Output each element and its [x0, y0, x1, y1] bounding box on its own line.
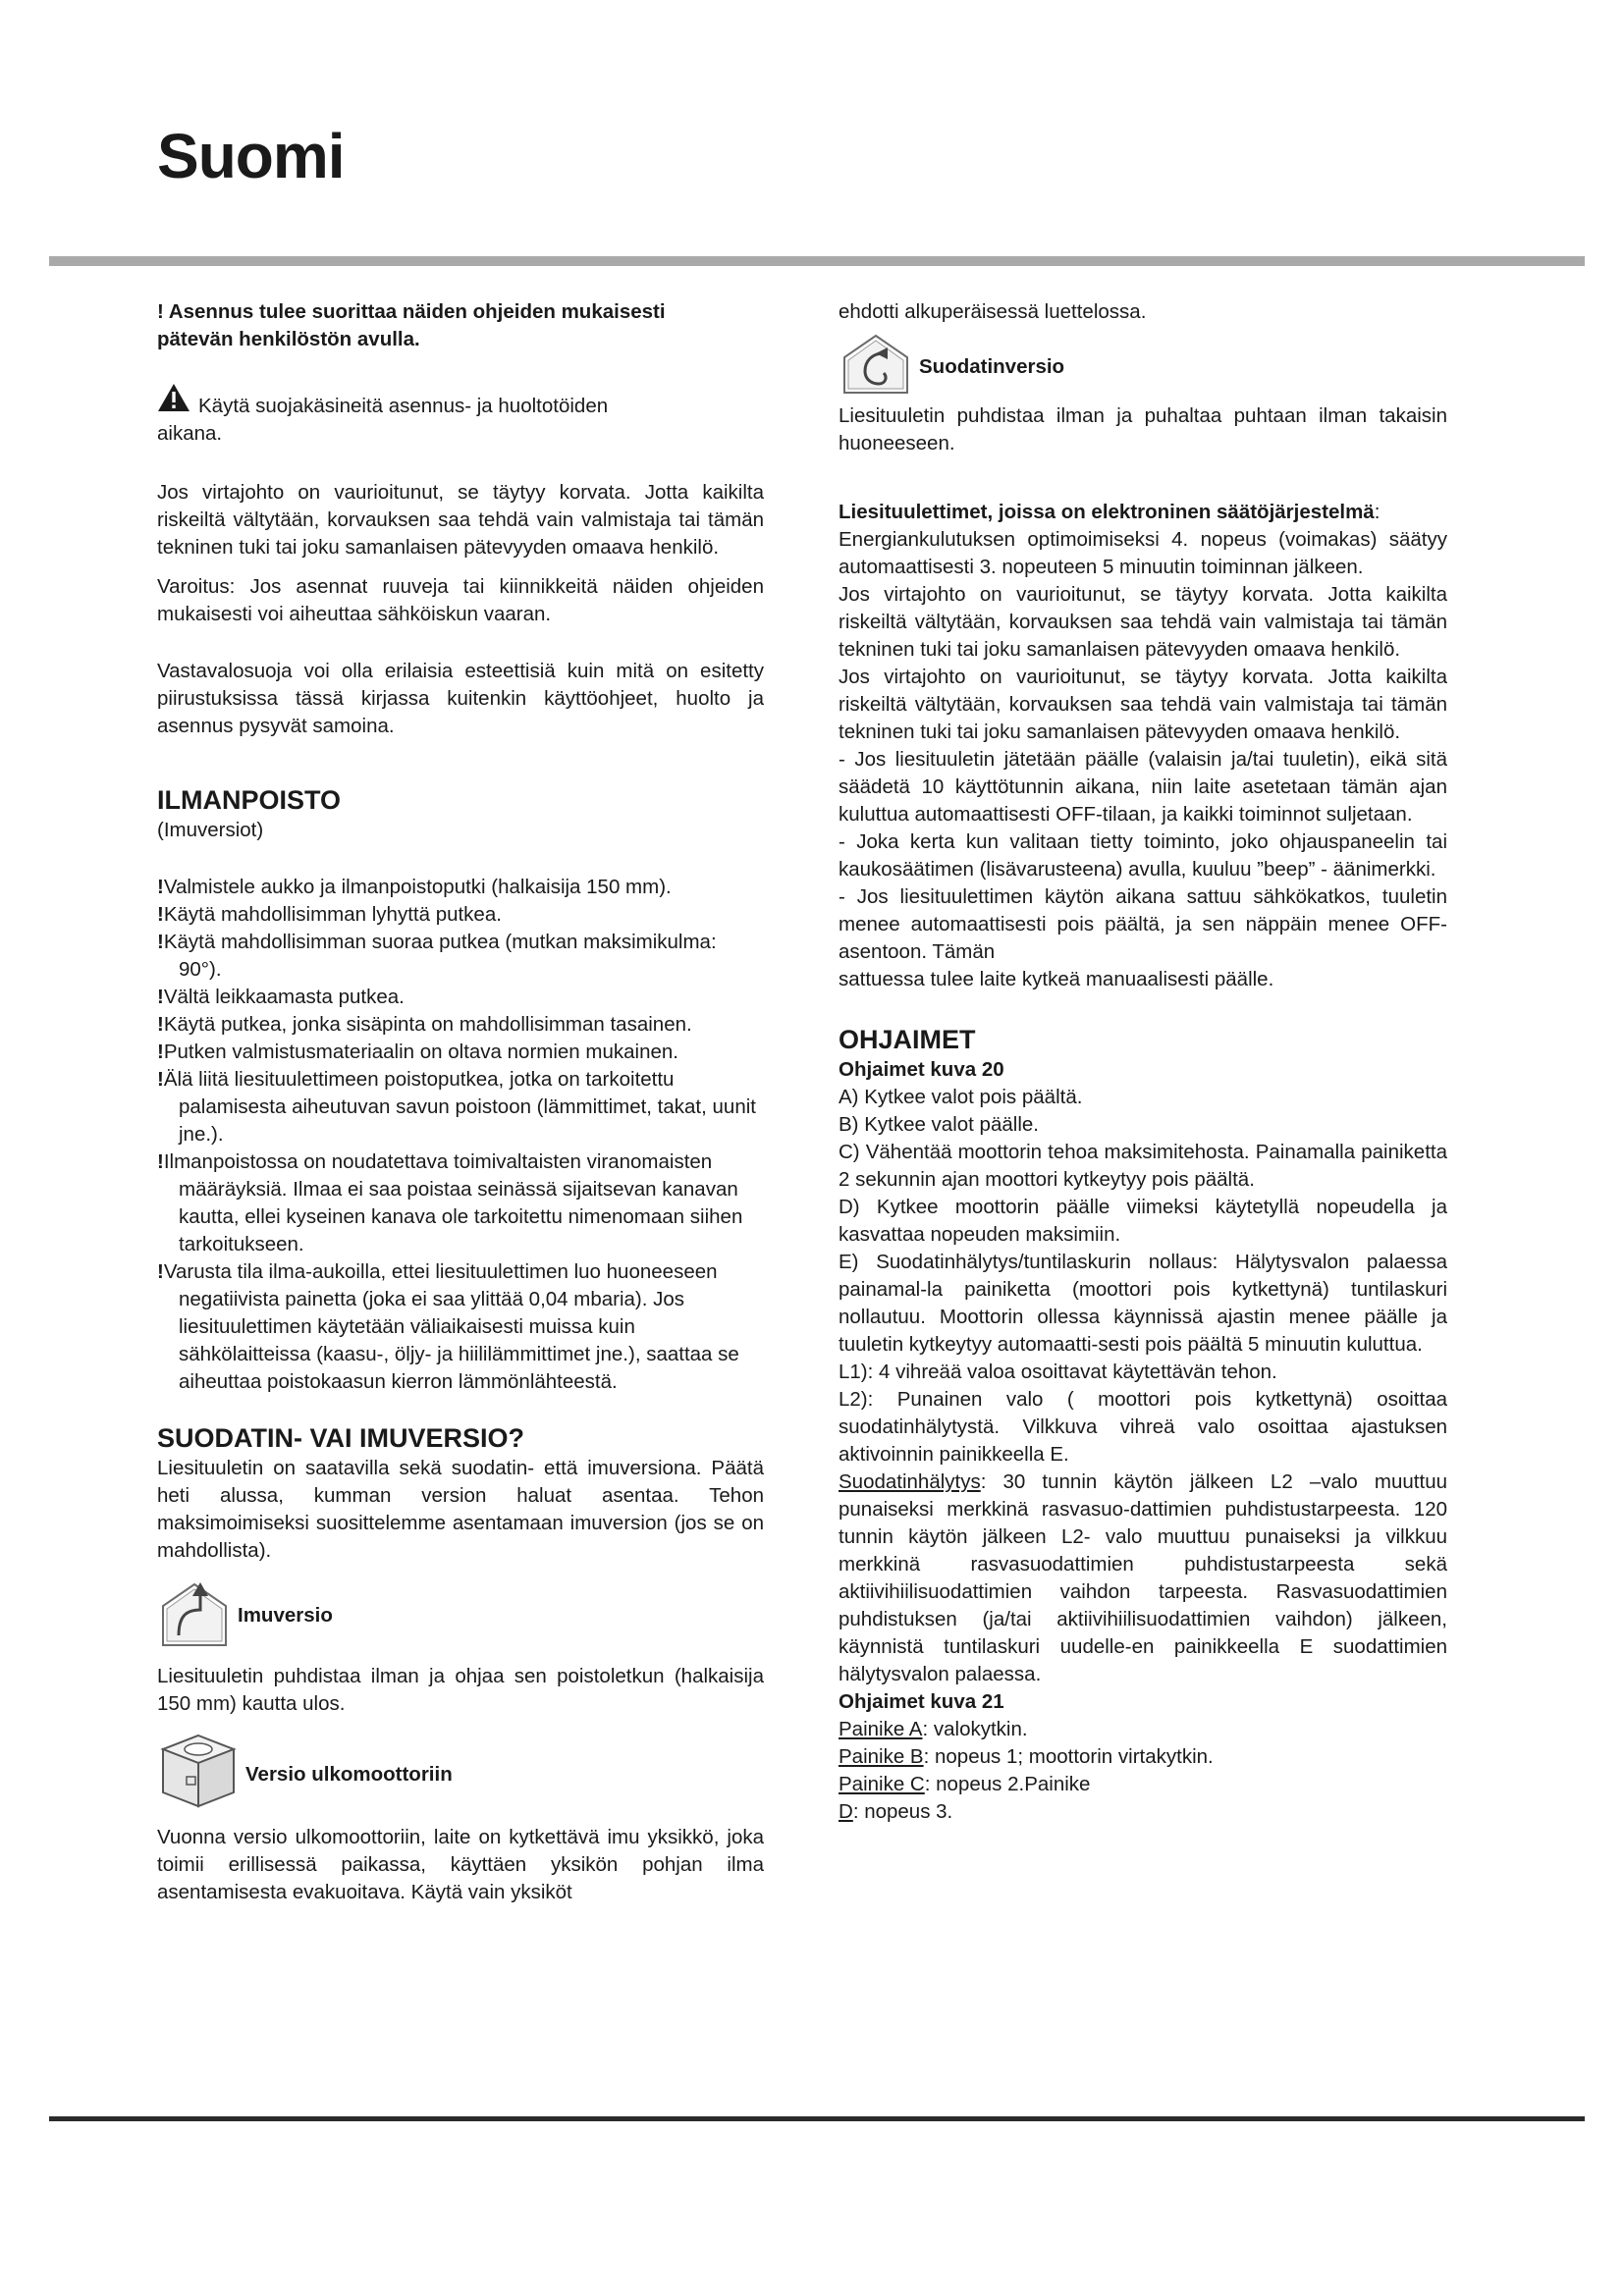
- para-hood: Vastavalosuoja voi olla erilaisia esteettisiä kuin mitä on esitetty piirustuksissa tässä kirjassa kuitenkin käyttöohjeet, huolto ja asennus pysyvät samoina.: [157, 660, 764, 737]
- button-item: Painike A: valokytkin.: [839, 1718, 1028, 1740]
- para-cord: Jos virtajohto on vaurioitunut, se täytyy korvata. Jotta kaikilta riskeiltä vältytään, korvauksen saa tehdä vain valmistaja tai tämän tekninen tuki tai joku samanlaisen pätevyyden omaava henkilö.: [157, 481, 764, 559]
- intro-line-1: ! Asennus tulee suorittaa näiden ohjeiden mukaisesti: [157, 300, 666, 323]
- button-item: Painike B: nopeus 1; moottorin virtakytkin.: [839, 1745, 1214, 1768]
- kuva20-heading: Ohjaimet kuva 20: [839, 1058, 1004, 1081]
- list-item: !Ilmanpoistossa on noudatettava toimivaltaisten viranomaisten määräyksiä. Ilmaa ei saa poistaa seinässä sijaitsevan kanavan kautta, ellei kyseinen kanava ole tarkoitettu nimenomaan siihen tarkoitukseen.: [157, 1150, 743, 1255]
- ulkomoottori-label-row: [157, 1732, 764, 1818]
- electronic-line: - Jos liesituuletin jätetään päälle (valaisin ja/tai tuuletin), eikä sitä säädetä 10 käyttötunnin aikana, niin laite asetetaan tämän ajan kuluttua automaattisesti OFF-tilaan, ja kaikki toiminnot suljetaan.: [839, 748, 1447, 826]
- para-warning: Varoitus: Jos asennat ruuveja tai kiinnikkeitä näiden ohjeiden mukaisesti voi aiheuttaa sähköiskun vaaran.: [157, 575, 764, 625]
- kuva21-heading: Ohjaimet kuva 21: [839, 1690, 1004, 1713]
- control-item: B) Kytkee valot päälle.: [839, 1113, 1039, 1136]
- ilmanpoisto-heading: ILMANPOISTO: [157, 785, 342, 815]
- ilmanpoisto-subheading: (Imuversiot): [157, 819, 264, 841]
- ilmanpoisto-list: [157, 874, 764, 1396]
- external-motor-icon: [157, 1732, 240, 1818]
- continuation-line: ehdotti alkuperäisessä luettelossa.: [839, 300, 1147, 323]
- bottom-divider: [49, 2116, 1585, 2121]
- suodatin-heading: SUODATIN- VAI IMUVERSIO?: [157, 1423, 525, 1453]
- control-item: L1): 4 vihreää valoa osoittavat käytettävän tehon.: [839, 1361, 1277, 1383]
- button-item: D: nopeus 3.: [839, 1800, 953, 1823]
- control-item: E) Suodatinhälytys/tuntilaskurin nollaus: Hälytysvalon palaessa painamal-la painiketta (moottori pois kytkettynä) tuntilaskuri nollautuu. Moottorin ollessa käynnissä ajastin menee päälle ja tuuletin kytkeytyy automaatti-sesti pois päältä 5 minuutin kuluttua.: [839, 1251, 1447, 1356]
- control-item: A) Kytkee valot pois päältä.: [839, 1086, 1083, 1108]
- list-item: !Vältä leikkaamasta putkea.: [157, 986, 405, 1008]
- electronic-line: - Jos liesituulettimen käytön aikana sattuu sähkökatkos, tuuletin menee automaattisesti pois päältä, ja sen näppäin menee OFF-asentoon. Tämän: [839, 885, 1447, 963]
- filter-alarm-label: Suodatinhälytys: [839, 1470, 981, 1493]
- ulkomoottori-label: Versio ulkomoottoriin: [245, 1763, 453, 1786]
- imuversio-label: Imuversio: [238, 1604, 333, 1627]
- page-title: Suomi: [157, 121, 345, 191]
- extraction-icon: [157, 1576, 232, 1655]
- list-item: !Älä liitä liesituulettimeen poistoputkea, jotka on tarkoitettu palamisesta aiheutuvan savun poistoon (lämmittimet, takat, uunit jne.).: [157, 1068, 756, 1146]
- electronic-line: Energiankulutuksen optimoimiseksi 4. nopeus (voimakas) säätyy automaattisesti 3. nopeuteen 5 minuutin toiminnan jälkeen.: [839, 528, 1447, 578]
- filter-alarm-para: Suodatinhälytys: 30 tunnin käytön jälkeen L2 –valo muuttuu punaiseksi merkkinä rasvasuo-dattimien puhdistustarpeesta. 120 tunnin käytön jälkeen L2- valo muuttuu punaiseksi ja vilkkuu merkkinä rasvasuodattimien puhdistustarpeesta sekä aktiivihiilisuodattimien vaihdon tarpeesta. Rasvasuodattimien puhdistuksen (ja/tai aktiivihiilisuodattimien vaihdon) jälkeen, käynnistä tuntilaskuri uudelle-en painikkeella E suodattimien hälytysvalon palaessa.: [839, 1470, 1447, 1685]
- top-divider: [49, 256, 1585, 266]
- imuversio-para: Liesituuletin puhdistaa ilman ja ohjaa sen poistoletkun (halkaisija 150 mm) kautta ulos.: [157, 1665, 764, 1715]
- electronic-heading: Liesituulettimet, joissa on elektroninen säätöjärjestelmä:: [839, 501, 1380, 523]
- list-item: !Käytä mahdollisimman lyhyttä putkea.: [157, 903, 502, 926]
- imuversio-label-row: [157, 1576, 764, 1655]
- suodatin-para: Liesituuletin on saatavilla sekä suodatin- että imuversiona. Päätä heti alussa, kumman version haluat asentaa. Tehon maksimoimiseksi suosittelemme asentamaan imuversion (jos se on mahdollista).: [157, 1457, 764, 1562]
- electronic-line: Jos virtajohto on vaurioitunut, se täytyy korvata. Jotta kaikilta riskeiltä vältytään, korvauksen saa tehdä vain valmistaja tai tämän tekninen tuki tai joku samanlaisen pätevyyden omaava henkilö.: [839, 666, 1447, 743]
- intro-line-2: pätevän henkilöstön avulla.: [157, 328, 420, 350]
- warning-line-1: Käytä suojakäsineitä asennus- ja huoltotöiden: [198, 395, 609, 417]
- control-item: L2): Punainen valo ( moottori pois kytkettynä) osoittaa suodatinhälytystä. Vilkkuva vihreä valo osoittaa ajastuksen aktivoinnin painikkeella E.: [839, 1388, 1447, 1466]
- list-item: !Käytä mahdollisimman suoraa putkea (mutkan maksimikulma: 90°).: [157, 931, 717, 981]
- right-column: [839, 298, 1447, 1826]
- gloves-warning: [157, 383, 764, 420]
- warning-icon: [157, 383, 190, 420]
- left-column: [157, 298, 764, 1906]
- list-item: !Varusta tila ilma-aukoilla, ettei liesituulettimen luo huoneeseen negatiivista painetta (joka ei saa ylittää 0,04 mbaria). Jos liesituulettimen käytetään väliaikaisesti muissa kuin sähkölaitteissa (kaasu-, öljy- ja hiililämmittimet jne.), saattaa se aiheuttaa poistokaasun kierron lämmönlähteestä.: [157, 1260, 739, 1393]
- list-item: !Valmistele aukko ja ilmanpoistoputki (halkaisija 150 mm).: [157, 876, 672, 898]
- list-item: !Käytä putkea, jonka sisäpinta on mahdollisimman tasainen.: [157, 1013, 692, 1036]
- warning-line-2: aikana.: [157, 422, 223, 445]
- electronic-line: Jos virtajohto on vaurioitunut, se täytyy korvata. Jotta kaikilta riskeiltä vältytään, korvauksen saa tehdä vain valmistaja tai tämän tekninen tuki tai joku samanlaisen pätevyyden omaava henkilö.: [839, 583, 1447, 661]
- electronic-line: sattuessa tulee laite kytkeä manuaalisesti päälle.: [839, 968, 1274, 990]
- button-item: Painike C: nopeus 2.Painike: [839, 1773, 1091, 1795]
- control-item: C) Vähentää moottorin tehoa maksimitehosta. Painamalla painiketta 2 sekunnin ajan moottori kytkeytyy pois päältä.: [839, 1141, 1447, 1191]
- suodatinversio-label-row: [839, 332, 1447, 402]
- suodatinversio-label: Suodatinversio: [919, 355, 1065, 378]
- recirculation-icon: [839, 332, 913, 402]
- electronic-line: - Joka kerta kun valitaan tietty toiminto, joko ohjauspaneelin tai kaukosäätimen (lisävarusteena) avulla, kuuluu ”beep” - äänimerkki.: [839, 830, 1447, 881]
- ulkomoottori-para: Vuonna versio ulkomoottoriin, laite on kytkettävä imu yksikkö, joka toimii erillisessä paikassa, käyttäen yksikön pohjan ilma asentamisesta evakuoitava. Käytä vain yksiköt: [157, 1826, 764, 1903]
- ohjaimet-heading: OHJAIMET: [839, 1025, 976, 1054]
- control-item: D) Kytkee moottorin päälle viimeksi käytetyllä nopeudella ja kasvattaa nopeuden maksimiin.: [839, 1196, 1447, 1246]
- list-item: !Putken valmistusmateriaalin on oltava normien mukainen.: [157, 1041, 678, 1063]
- suodatinversio-para: Liesituuletin puhdistaa ilman ja puhaltaa puhtaan ilman takaisin huoneeseen.: [839, 404, 1447, 454]
